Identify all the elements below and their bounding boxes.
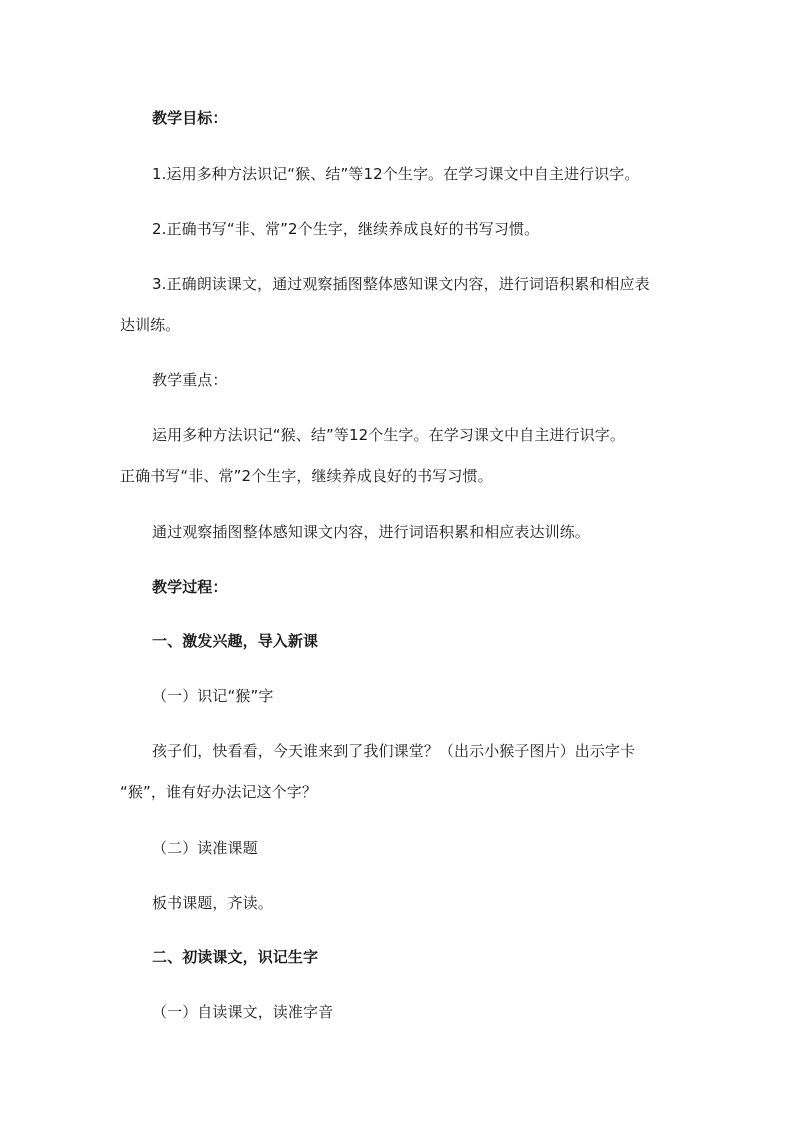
goal-3-line-2: 达训练。 — [120, 316, 181, 334]
paragraph-1-line-2: “猴”，谁有好办法记这个字？ — [120, 783, 317, 801]
subsection-1-1: （一）识记“猴”字 — [152, 687, 274, 705]
heading-teaching-goals: 教学目标： — [152, 109, 228, 127]
section-2-heading: 二、初读课文，识记生字 — [152, 948, 319, 966]
key-point-1: 运用多种方法识记“猴、结”等12个生字。在学习课文中自主进行识字。 — [152, 426, 625, 444]
key-point-2: 正确书写“非、常”2个生字，继续养成良好的书写习惯。 — [120, 467, 493, 485]
heading-teaching-process: 教学过程： — [152, 578, 228, 596]
key-point-3: 通过观察插图整体感知课文内容，进行词语积累和相应表达训练。 — [152, 523, 590, 541]
subsection-1-2: （二）读准课题 — [152, 839, 258, 857]
goal-3-line-1: 3.正确朗读课文，通过观察插图整体感知课文内容，进行词语积累和相应表 — [152, 275, 650, 293]
goal-1: 1.运用多种方法识记“猴、结”等12个生字。在学习课文中自主进行识字。 — [152, 165, 640, 183]
paragraph-1-line-1: 孩子们，快看看，今天谁来到了我们课堂？（出示小猴子图片）出示字卡 — [152, 742, 636, 760]
section-1-heading: 一、激发兴趣，导入新课 — [152, 632, 319, 650]
paragraph-2: 板书课题，齐读。 — [152, 894, 273, 912]
goal-2: 2.正确书写“非、常”2个生字，继续养成良好的书写习惯。 — [152, 220, 540, 238]
subsection-2-1: （一）自读课文，读准字音 — [152, 1003, 334, 1021]
heading-key-points: 教学重点： — [152, 371, 228, 389]
